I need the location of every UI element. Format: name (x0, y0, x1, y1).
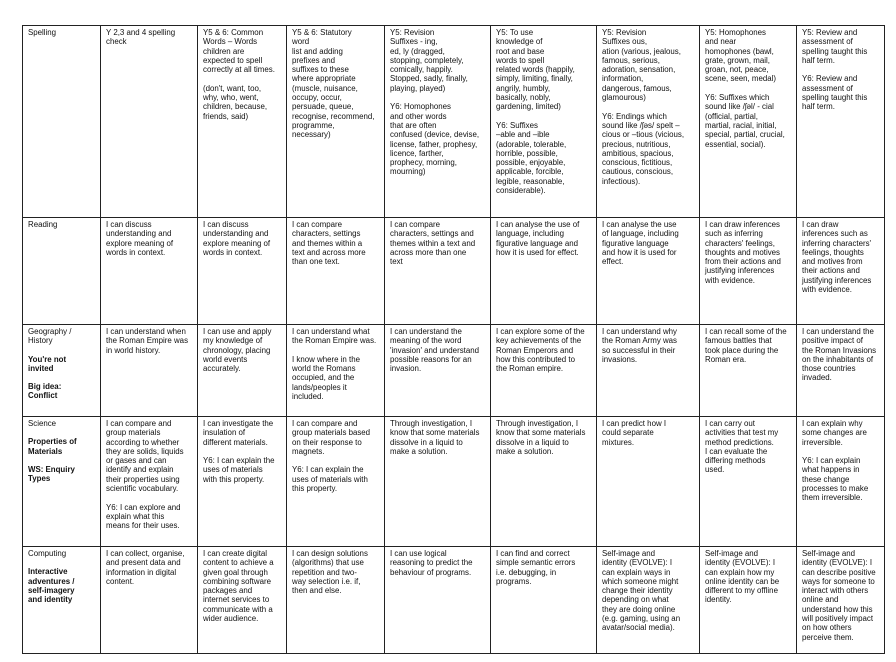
objective-cell: Self-image and identity (EVOLVE): I can explain how my online identity can be different to my offline identity. (700, 547, 797, 654)
subject-cell (23, 417, 101, 547)
objective-cell: I can compare characters, settings and themes within a text and across more than one text (385, 218, 491, 325)
objective-cell: I can design solutions (algorithms) that use repetition and two- way selection i.e. if, then and else. (287, 547, 385, 654)
objective-cell: Y5: Homophones and near homophones (bawl, grate, grown, mail, groan, not, peace, scene, seen, medal) Y6: Suffixes which sound like /ʃəl/ - cial (official, partial, martial, racial, initial, special, partial, crucial, essential, social). (700, 26, 797, 218)
objective-cell: Y5: Revision Suffixes - ing, ed, ly (dragged, stopping, completely, comically, happily. Stopped, sadly, finally, playing, played) Y6: Homophones and other words that are often confused (device, devise, license, father, prophesy, licence, farther, prophecy, morning, mourning) (385, 26, 491, 218)
curriculum-table (22, 25, 885, 654)
subject-label: Computing (28, 549, 67, 558)
objective-cell: Y5 & 6: Common Words – Words children are expected to spell correctly at all times. (don't, want, too, why, who, went, children, because, friends, said) (198, 26, 287, 218)
subject-cell (23, 218, 101, 325)
subject-topic: Properties of Materials (28, 437, 77, 456)
table-row (23, 417, 885, 547)
objective-cell: I can find and correct simple semantic errors i.e. debugging, in programs. (491, 547, 597, 654)
objective-cell: Y 2,3 and 4 spelling check (101, 26, 198, 218)
objective-cell: I can draw inferences such as inferring characters' feelings, thoughts and motives from their actions and justifying inferences with evidence. (700, 218, 797, 325)
objective-cell: Y5 & 6: Statutory word list and adding prefixes and suffixes to these where appropriate (muscle, nuisance, occupy, occur, persuade, queue, recognise, recommend, programme, necessary) (287, 26, 385, 218)
objective-cell: I can understand when the Roman Empire was in world history. (101, 325, 198, 417)
table-row (23, 547, 885, 654)
subject-topic: Big idea: Conflict (28, 382, 62, 401)
objective-cell: Through investigation, I know that some materials dissolve in a liquid to make a solution. (491, 417, 597, 547)
objective-cell: I can explain why some changes are irreversible. Y6: I can explain what happens in these change processes to make them irreversible. (797, 417, 885, 547)
objective-cell: Y5: Review and assessment of spelling taught this half term. Y6: Review and assessment of spelling taught this half term. (797, 26, 885, 218)
objective-cell: I can carry out activities that test my method predictions. I can evaluate the differing methods used. (700, 417, 797, 547)
objective-cell: I can compare characters, settings and themes within a text and across more than one text. (287, 218, 385, 325)
subject-cell (23, 325, 101, 417)
subject-label: Spelling (28, 28, 57, 37)
objective-cell: I can use logical reasoning to predict the behaviour of programs. (385, 547, 491, 654)
subject-label: Reading (28, 220, 58, 229)
curriculum-table-body (23, 26, 885, 654)
objective-cell: Y5: Revision Suffixes ous, ation (various, jealous, famous, serious, adoration, sensation, information, dangerous, famous, glamourous) Y6: Endings which sound like /ʃəs/ spelt – cious or –tious (vicious, precious, nutritious, ambitious, spacious, conscious, fictitious, cautious, conscious, infectious). (597, 26, 700, 218)
objective-cell: I can understand the positive impact of the Roman Invasions on the inhabitants of those countries invaded. (797, 325, 885, 417)
objective-cell: I can analyse the use of language, including figurative language and how it is used for effect. (491, 218, 597, 325)
subject-cell (23, 26, 101, 218)
objective-cell: I can draw inferences such as inferring characters' feelings, thoughts and motives from their actions and justifying inferences with evidence. (797, 218, 885, 325)
objective-cell: I can explore some of the key achievements of the Roman Emperors and how this contributed to the Roman empire. (491, 325, 597, 417)
table-row (23, 218, 885, 325)
objective-cell: I can create digital content to achieve a given goal through combining software packages and internet services to communicate with a wider audience. (198, 547, 287, 654)
objective-cell: I can understand why the Roman Army was so successful in their invasions. (597, 325, 700, 417)
subject-cell (23, 547, 101, 654)
subject-topic: WS: Enquiry Types (28, 464, 75, 484)
objective-cell: Through investigation, I know that some materials dissolve in a liquid to make a solution. (385, 417, 491, 547)
objective-cell: I can investigate the insulation of different materials. Y6: I can explain the uses of materials with this property. (198, 417, 287, 547)
objective-cell: I can discuss understanding and explore meaning of words in context. (101, 218, 198, 325)
subject-label: Geography / History (28, 327, 72, 346)
objective-cell: I can recall some of the famous battles that took place during the Roman era. (700, 325, 797, 417)
subject-topic: You're not invited (28, 354, 67, 373)
table-row (23, 26, 885, 218)
objective-cell: Self-image and identity (EVOLVE): I can explain ways in which someone might change their identity depending on what they are doing online (e.g. gaming, using an avatar/social media). (597, 547, 700, 654)
subject-topic: Interactive adventures / self-imagery and identity (28, 567, 75, 605)
objective-cell: Y5: To use knowledge of root and base words to spell related words (happily, simply, limiting, finally, angrily, humbly, basically, nobly, gardening, limited) Y6: Suffixes –able and –ible (adorable, tolerable, horrible, possible, possible, enjoyable, applicable, forcible, legible, reasonable, considerable). (491, 26, 597, 218)
objective-cell: I can compare and group materials according to whether they are solids, liquids or gases and can identify and explain their properties using scientific vocabulary. Y6: I can explore and explain what this means for their uses. (101, 417, 198, 547)
objective-cell: Self-image and identity (EVOLVE): I can describe positive ways for someone to interact with others online and understand how this will positively impact on how others perceive them. (797, 547, 885, 654)
subject-label: Science (28, 419, 57, 428)
objective-cell: I can predict how I could separate mixtures. (597, 417, 700, 547)
objective-cell: I can compare and group materials based on their response to magnets. Y6: I can explain the uses of materials with this property. (287, 417, 385, 547)
table-row (23, 325, 885, 417)
objective-cell: I can collect, organise, and present data and information in digital content. (101, 547, 198, 654)
objective-cell: I can analyse the use of language, including figurative language and how it is used for effect. (597, 218, 700, 325)
objective-cell: I can understand what the Roman Empire was. I know where in the world the Romans occupied, and the lands/peoples it included. (287, 325, 385, 417)
objective-cell: I can understand the meaning of the word 'invasion' and understand possible reasons for an invasion. (385, 325, 491, 417)
objective-cell: I can discuss understanding and explore meaning of words in context. (198, 218, 287, 325)
objective-cell: I can use and apply my knowledge of chronology, placing world events accurately. (198, 325, 287, 417)
